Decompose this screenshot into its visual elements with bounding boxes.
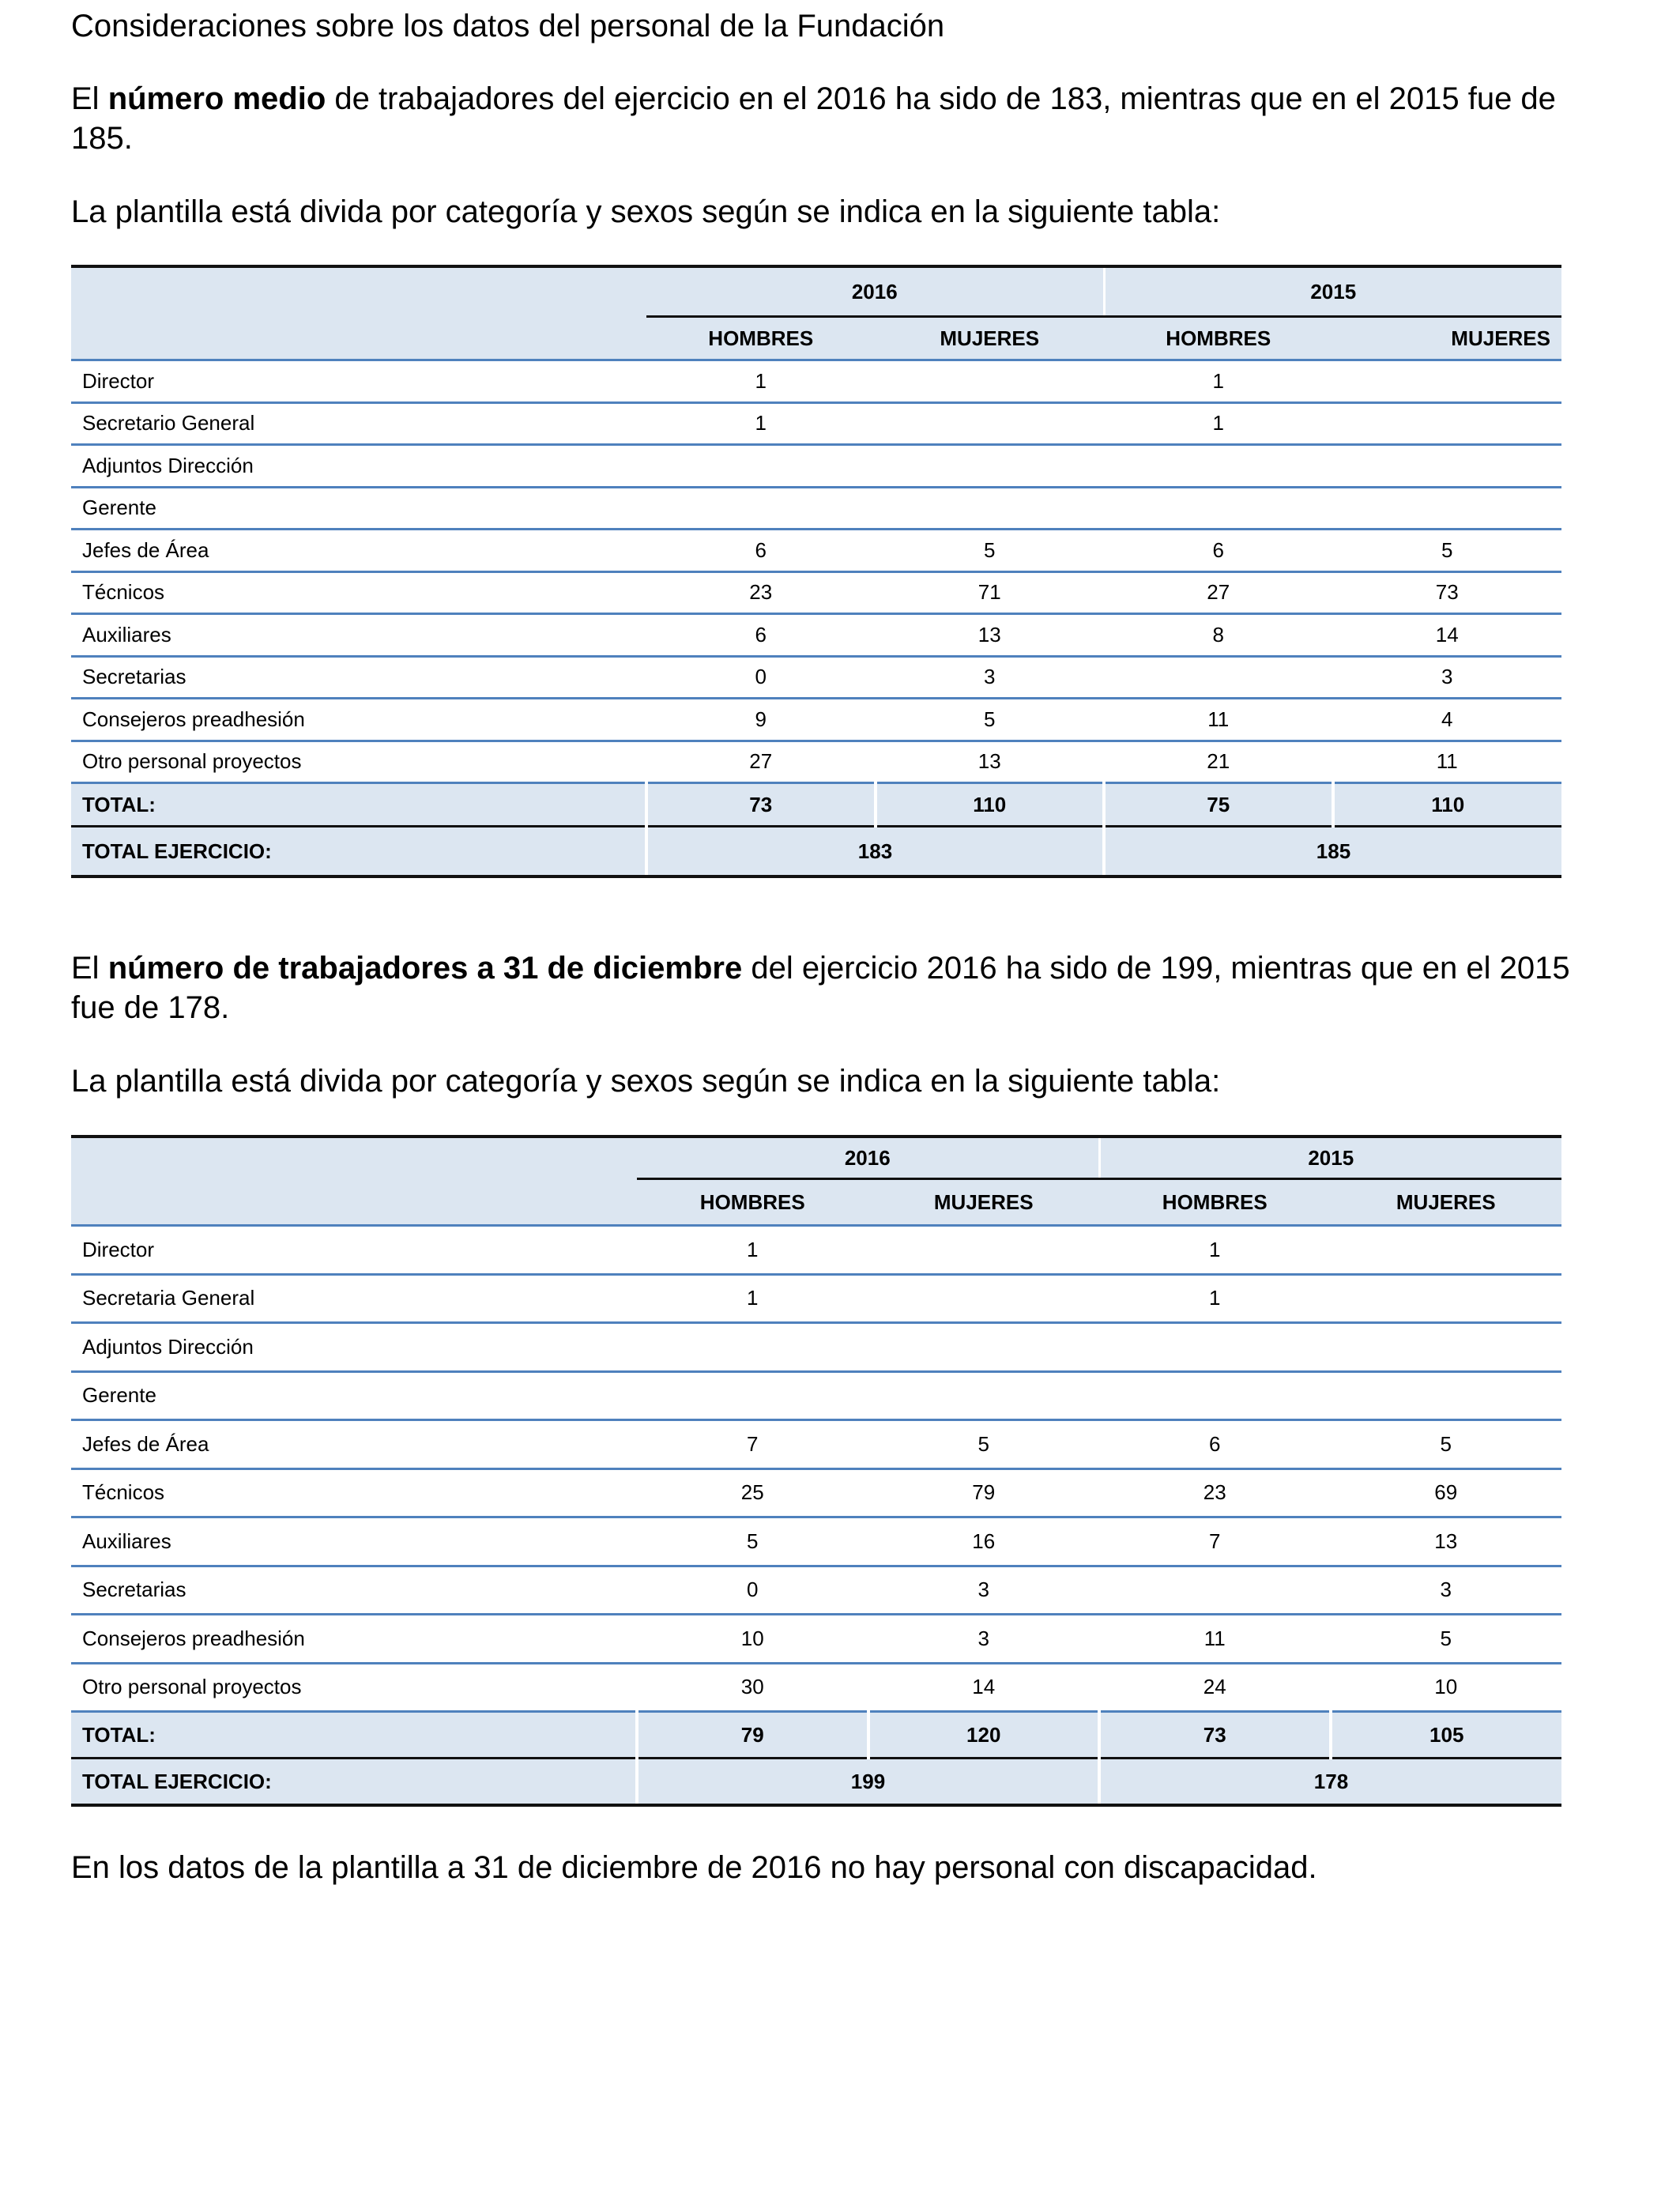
women-header: MUJERES <box>868 1179 1100 1226</box>
value-cell: 8 <box>1104 614 1333 657</box>
value-cell: 11 <box>1333 741 1562 783</box>
value-cell: 5 <box>876 699 1105 741</box>
value-cell: 1 <box>637 1226 868 1275</box>
value-cell: 1 <box>1104 402 1333 445</box>
value-cell: 5 <box>1331 1420 1562 1469</box>
men-header: HOMBRES <box>1099 1179 1331 1226</box>
value-cell <box>646 445 876 488</box>
row-label: Consejeros preadhesión <box>71 1615 637 1664</box>
value-cell: 11 <box>1104 699 1333 741</box>
value-cell <box>868 1323 1100 1372</box>
value-cell: 25 <box>637 1468 868 1517</box>
value-cell: 5 <box>876 530 1105 572</box>
value-cell: 79 <box>868 1468 1100 1517</box>
value-cell <box>1099 1566 1331 1615</box>
value-cell: 7 <box>637 1420 868 1469</box>
value-cell <box>876 402 1105 445</box>
table-row <box>71 487 1561 530</box>
section-heading: Consideraciones sobre los datos del personal de la Fundación <box>71 9 945 43</box>
value-cell: 10 <box>637 1615 868 1664</box>
value-cell: 1 <box>637 1274 868 1323</box>
value-cell <box>1099 1371 1331 1420</box>
value-cell <box>876 445 1105 488</box>
value-cell: 6 <box>646 614 876 657</box>
total-cell: 73 <box>1099 1712 1331 1759</box>
women-header: MUJERES <box>876 317 1105 360</box>
value-cell: 3 <box>868 1615 1100 1664</box>
value-cell <box>876 487 1105 530</box>
value-cell <box>1333 445 1562 488</box>
table-year-header <box>71 1137 1561 1179</box>
row-label: Jefes de Área <box>71 1420 637 1469</box>
table-row <box>71 530 1561 572</box>
year-end-staff-paragraph <box>71 948 1620 1027</box>
year-end-staff-table <box>71 1135 1561 1807</box>
value-cell: 13 <box>876 614 1105 657</box>
men-header: HOMBRES <box>1104 317 1333 360</box>
empty-header-cell <box>71 1137 637 1179</box>
total-exercise-label: TOTAL EJERCICIO: <box>71 1759 637 1806</box>
value-cell: 27 <box>1104 571 1333 614</box>
table-sex-header <box>71 317 1561 360</box>
value-cell: 69 <box>1331 1468 1562 1517</box>
value-cell: 23 <box>646 571 876 614</box>
row-label: Director <box>71 1226 637 1275</box>
value-cell: 1 <box>1104 360 1333 403</box>
value-cell: 27 <box>646 741 876 783</box>
total-row <box>71 783 1561 827</box>
row-label: Técnicos <box>71 571 646 614</box>
total-label: TOTAL: <box>71 783 646 827</box>
value-cell: 1 <box>1099 1274 1331 1323</box>
row-label: Director <box>71 360 646 403</box>
value-cell: 5 <box>1333 530 1562 572</box>
year-2016-header: 2016 <box>637 1137 1099 1179</box>
total-exercise-cell: 185 <box>1104 827 1561 877</box>
value-cell <box>1333 487 1562 530</box>
table-row <box>71 1468 1561 1517</box>
value-cell: 23 <box>1099 1468 1331 1517</box>
table-row <box>71 1323 1561 1372</box>
empty-header-cell <box>71 317 646 360</box>
row-label: Jefes de Área <box>71 530 646 572</box>
average-staff-paragraph <box>71 79 1620 158</box>
value-cell <box>868 1274 1100 1323</box>
empty-header-cell <box>71 1179 637 1226</box>
value-cell: 30 <box>637 1663 868 1712</box>
value-cell: 21 <box>1104 741 1333 783</box>
total-exercise-row <box>71 827 1561 877</box>
value-cell <box>1104 487 1333 530</box>
total-cell: 105 <box>1331 1712 1562 1759</box>
total-cell: 110 <box>1333 783 1562 827</box>
year-2016-header: 2016 <box>646 266 1104 317</box>
value-cell: 3 <box>1333 656 1562 699</box>
table-row <box>71 571 1561 614</box>
row-label: Otro personal proyectos <box>71 1663 637 1712</box>
value-cell <box>868 1371 1100 1420</box>
women-header: MUJERES <box>1331 1179 1562 1226</box>
value-cell <box>1333 360 1562 403</box>
year-2015-header: 2015 <box>1099 1137 1561 1179</box>
row-label: Secretario General <box>71 402 646 445</box>
table-row <box>71 741 1561 783</box>
total-cell: 79 <box>637 1712 868 1759</box>
value-cell: 3 <box>868 1566 1100 1615</box>
men-header: HOMBRES <box>646 317 876 360</box>
paragraph-bold-text: número medio <box>107 81 326 116</box>
row-label: Otro personal proyectos <box>71 741 646 783</box>
row-label: Técnicos <box>71 1468 637 1517</box>
value-cell: 0 <box>637 1566 868 1615</box>
row-label: Auxiliares <box>71 614 646 657</box>
table-row <box>71 1517 1561 1566</box>
value-cell: 0 <box>646 656 876 699</box>
paragraph-text: de trabajadores del ejercicio en el 2016 ha sido de 183, mientras que en el 2015 fue de 185. <box>71 81 1556 156</box>
total-exercise-cell: 199 <box>637 1759 1099 1806</box>
table-row <box>71 1566 1561 1615</box>
average-staff-table <box>71 265 1561 878</box>
total-cell: 120 <box>868 1712 1100 1759</box>
total-exercise-row <box>71 1759 1561 1806</box>
table-sex-header <box>71 1179 1561 1226</box>
value-cell <box>1099 1323 1331 1372</box>
value-cell <box>646 487 876 530</box>
value-cell <box>868 1226 1100 1275</box>
value-cell: 5 <box>1331 1615 1562 1664</box>
value-cell: 14 <box>1333 614 1562 657</box>
total-label: TOTAL: <box>71 1712 637 1759</box>
value-cell: 6 <box>1104 530 1333 572</box>
row-label: Gerente <box>71 1371 637 1420</box>
table-row <box>71 614 1561 657</box>
row-label: Secretarias <box>71 656 646 699</box>
table-row <box>71 402 1561 445</box>
total-exercise-cell: 183 <box>646 827 1104 877</box>
value-cell: 3 <box>1331 1566 1562 1615</box>
table-row <box>71 360 1561 403</box>
total-row <box>71 1712 1561 1759</box>
total-cell: 110 <box>876 783 1105 827</box>
value-cell: 1 <box>1099 1226 1331 1275</box>
row-label: Consejeros preadhesión <box>71 699 646 741</box>
value-cell: 6 <box>1099 1420 1331 1469</box>
total-exercise-label: TOTAL EJERCICIO: <box>71 827 646 877</box>
value-cell: 1 <box>646 402 876 445</box>
value-cell <box>1104 656 1333 699</box>
paragraph-text: El <box>71 951 108 986</box>
value-cell: 6 <box>646 530 876 572</box>
closing-paragraph: En los datos de la plantilla a 31 de diciembre de 2016 no hay personal con discapacidad. <box>71 1850 1317 1885</box>
paragraph-text: del ejercicio 2016 ha sido de 199, mientras que en el 2015 fue de 178. <box>71 951 1570 1025</box>
year-2015-header: 2015 <box>1104 266 1561 317</box>
table-year-header <box>71 266 1561 317</box>
value-cell: 9 <box>646 699 876 741</box>
value-cell: 71 <box>876 571 1105 614</box>
value-cell: 14 <box>868 1663 1100 1712</box>
value-cell: 4 <box>1333 699 1562 741</box>
value-cell <box>1331 1371 1562 1420</box>
value-cell: 13 <box>876 741 1105 783</box>
table-row <box>71 445 1561 488</box>
paragraph-bold-text: número de trabajadores a 31 de diciembre <box>107 951 743 986</box>
paragraph-text: El <box>71 81 108 116</box>
value-cell: 1 <box>646 360 876 403</box>
row-label: Adjuntos Dirección <box>71 445 646 488</box>
value-cell <box>637 1371 868 1420</box>
value-cell: 11 <box>1099 1615 1331 1664</box>
value-cell <box>876 360 1105 403</box>
row-label: Secretaria General <box>71 1274 637 1323</box>
total-cell: 73 <box>646 783 876 827</box>
table-row <box>71 699 1561 741</box>
table-row <box>71 1274 1561 1323</box>
table-row <box>71 1371 1561 1420</box>
value-cell <box>637 1323 868 1372</box>
empty-header-cell <box>71 266 646 317</box>
table-row <box>71 1663 1561 1712</box>
value-cell: 5 <box>637 1517 868 1566</box>
value-cell: 10 <box>1331 1663 1562 1712</box>
value-cell: 3 <box>876 656 1105 699</box>
row-label: Gerente <box>71 487 646 530</box>
value-cell: 13 <box>1331 1517 1562 1566</box>
value-cell: 73 <box>1333 571 1562 614</box>
men-header: HOMBRES <box>637 1179 868 1226</box>
value-cell: 16 <box>868 1517 1100 1566</box>
value-cell <box>1104 445 1333 488</box>
total-exercise-cell: 178 <box>1099 1759 1561 1806</box>
women-header: MUJERES <box>1333 317 1562 360</box>
row-label: Secretarias <box>71 1566 637 1615</box>
value-cell <box>1331 1226 1562 1275</box>
value-cell <box>1331 1323 1562 1372</box>
value-cell <box>1333 402 1562 445</box>
value-cell: 7 <box>1099 1517 1331 1566</box>
row-label: Auxiliares <box>71 1517 637 1566</box>
value-cell: 24 <box>1099 1663 1331 1712</box>
table1-intro: La plantilla está divida por categoría y sexos según se indica en la siguiente tabla: <box>71 194 1221 229</box>
table-body <box>71 1226 1561 1712</box>
total-cell: 75 <box>1104 783 1333 827</box>
value-cell: 5 <box>868 1420 1100 1469</box>
table-row <box>71 656 1561 699</box>
table2-intro: La plantilla está divida por categoría y sexos según se indica en la siguiente tabla: <box>71 1064 1221 1099</box>
row-label: Adjuntos Dirección <box>71 1323 637 1372</box>
table-row <box>71 1226 1561 1275</box>
table-body <box>71 360 1561 783</box>
value-cell <box>1331 1274 1562 1323</box>
table-row <box>71 1420 1561 1469</box>
table-row <box>71 1615 1561 1664</box>
